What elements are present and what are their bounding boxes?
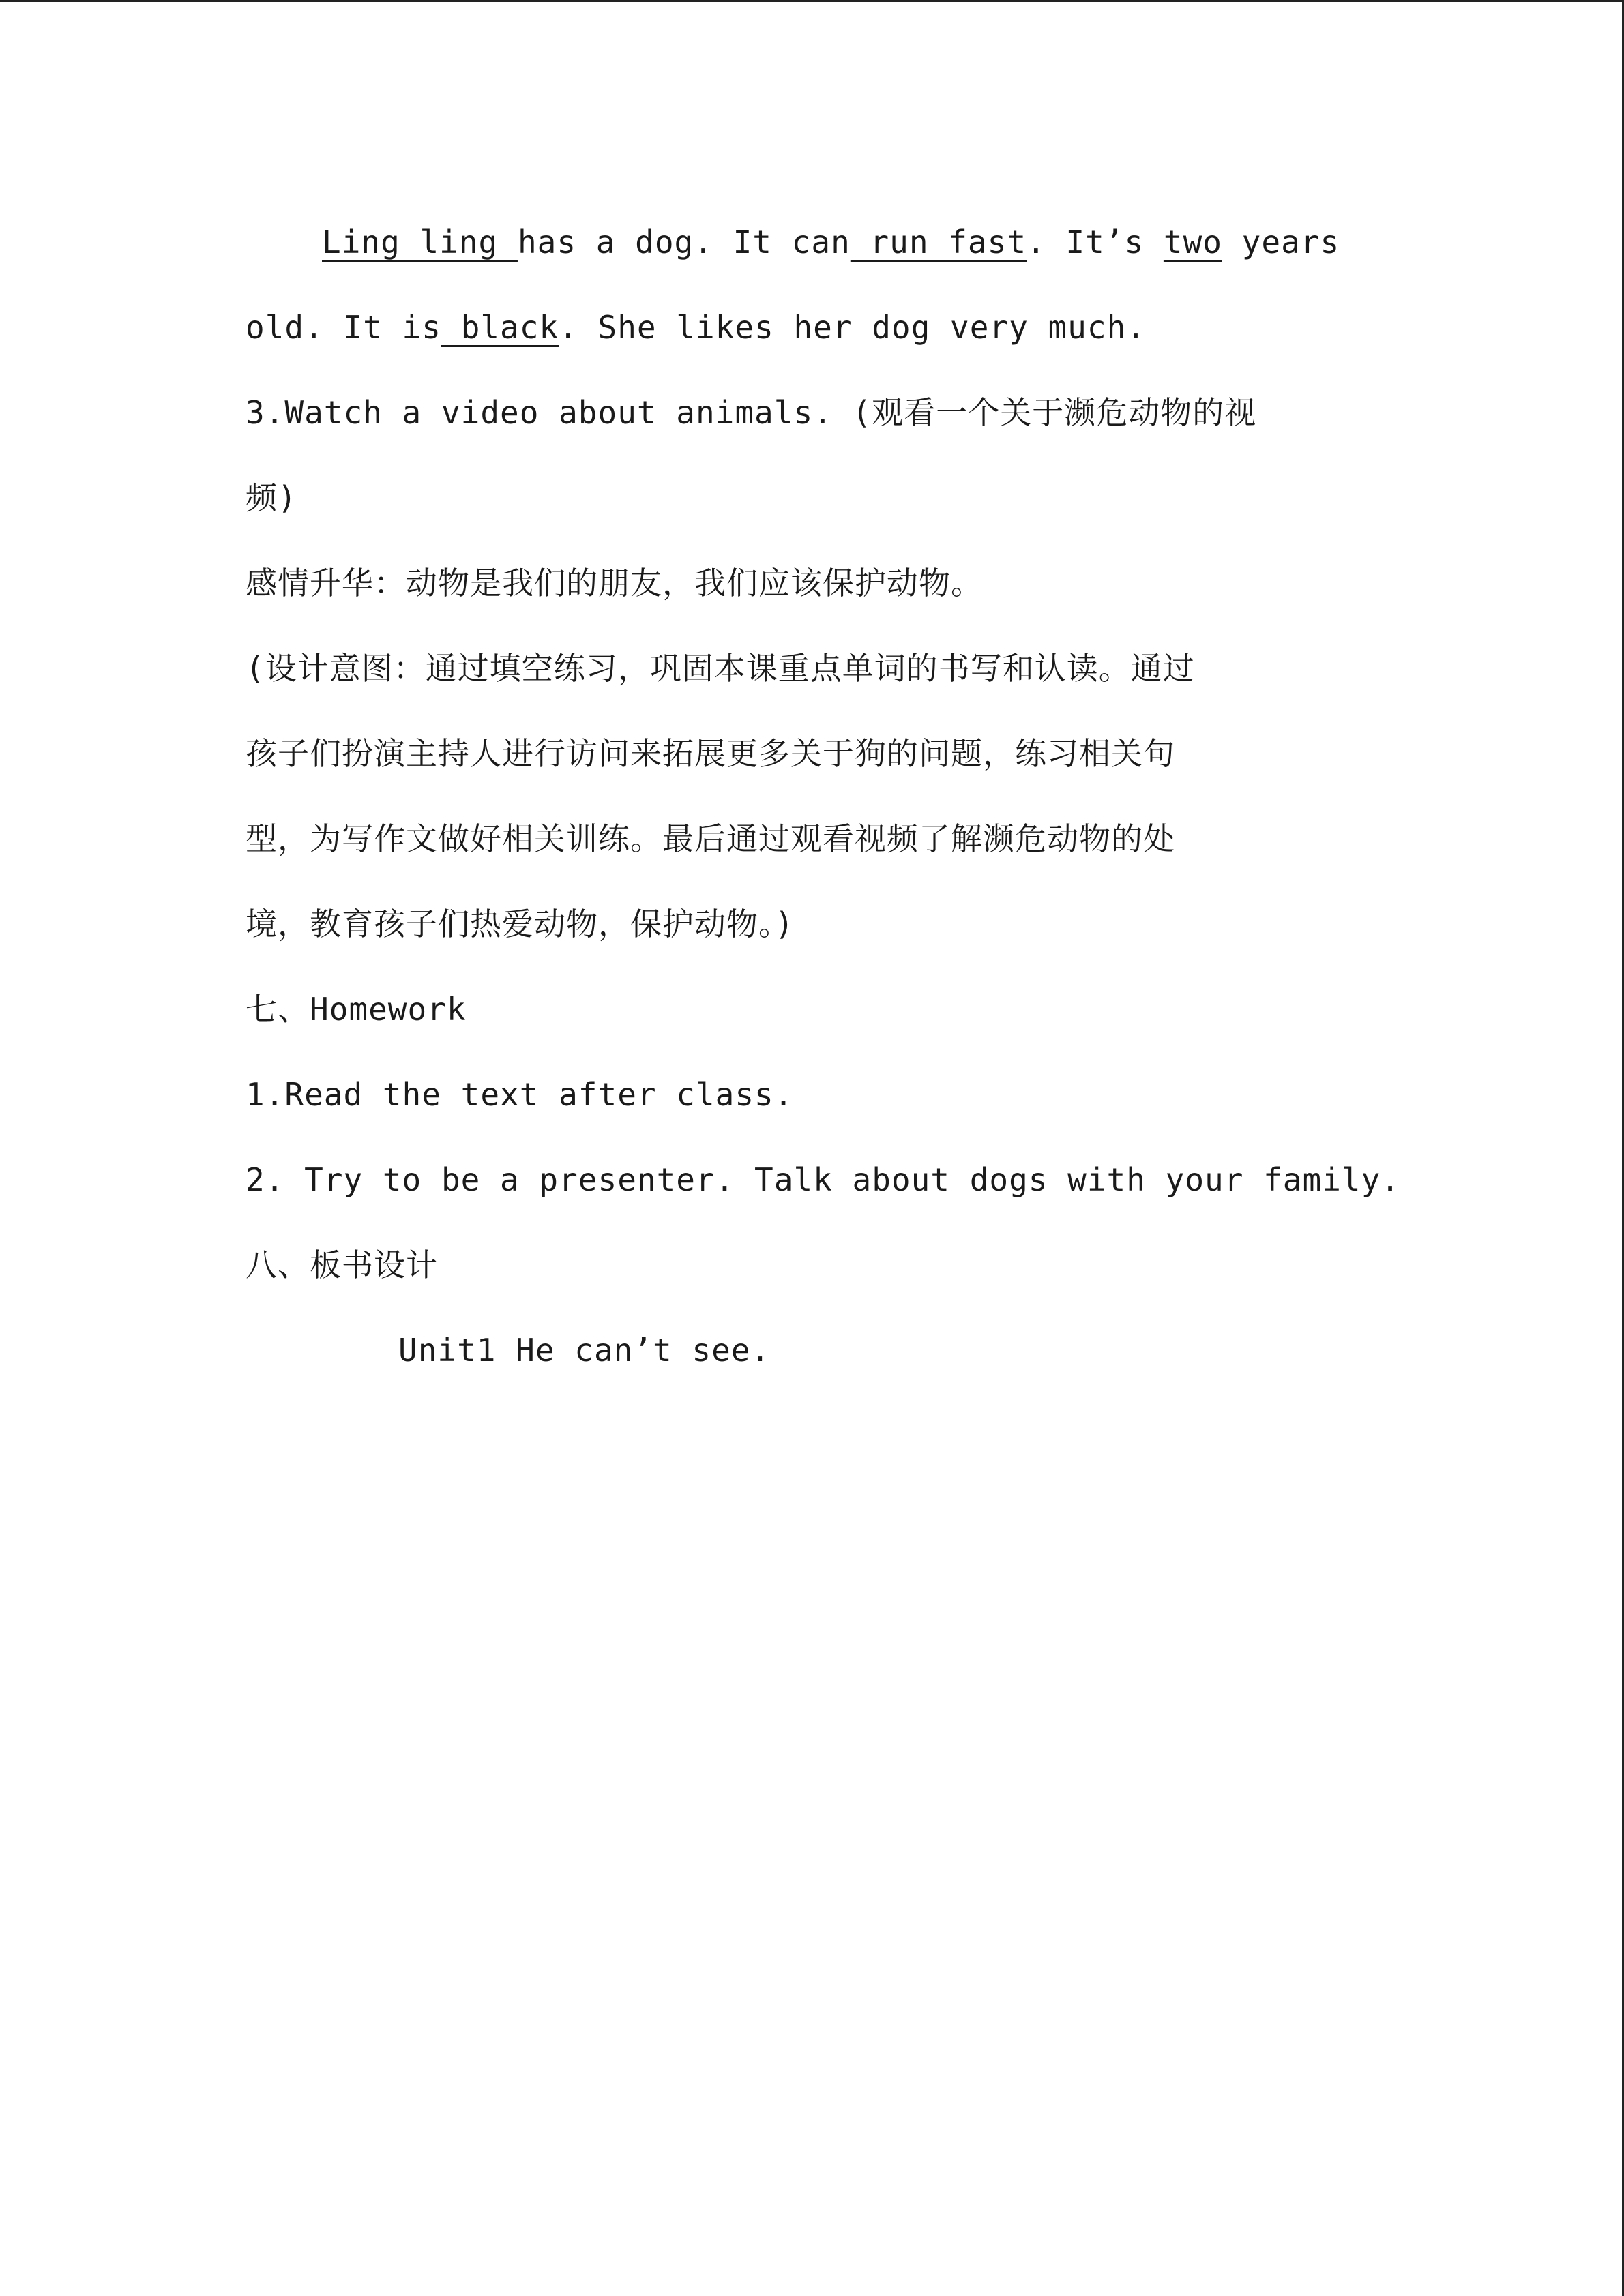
step-3-line-1: 3.Watch a video about animals. (观看一个关于濒危动物的视 bbox=[246, 394, 1257, 431]
emotion-line: 感情升华：动物是我们的朋友，我们应该保护动物。 bbox=[246, 565, 983, 601]
board-design-heading: 八、板书设计 bbox=[246, 1247, 438, 1283]
blank-dog-owner: Ling ling bbox=[322, 224, 518, 260]
text-fragment: . She likes her dog very much. bbox=[559, 309, 1146, 346]
text-fragment: has a dog. It can bbox=[517, 224, 851, 260]
homework-heading: 七、Homework bbox=[246, 991, 467, 1028]
design-intent-line-1: (设计意图：通过填空练习，巩固本课重点单词的书写和认读。通过 bbox=[246, 650, 1195, 687]
text-fragment: . It’s bbox=[1027, 224, 1164, 260]
blank-dog-color: black bbox=[441, 309, 559, 346]
paragraph-line-2 bbox=[246, 285, 1391, 370]
step-3-line-2: 频) bbox=[246, 479, 297, 516]
document-content bbox=[246, 200, 1400, 1393]
blank-dog-ability: run fast bbox=[850, 224, 1027, 260]
design-intent-line-3: 型，为写作文做好相关训练。最后通过观看视频了解濒危动物的处 bbox=[246, 820, 1175, 857]
design-intent-line-2: 孩子们扮演主持人进行访问来拓展更多关于狗的问题，练习相关句 bbox=[246, 735, 1175, 772]
paragraph-line-1 bbox=[246, 200, 1391, 285]
text-fragment: old. It is bbox=[246, 309, 441, 346]
homework-item-1: 1.Read the text after class. bbox=[246, 1076, 794, 1113]
blank-dog-age: two bbox=[1163, 224, 1222, 260]
homework-item-2: 2. Try to be a presenter. Talk about dogs with your family. bbox=[246, 1161, 1400, 1198]
design-intent-line-4: 境，教育孩子们热爱动物，保护动物。) bbox=[246, 906, 795, 942]
text-fragment: years bbox=[1222, 224, 1340, 260]
board-design-title: Unit1 He can’t see. bbox=[398, 1332, 771, 1369]
